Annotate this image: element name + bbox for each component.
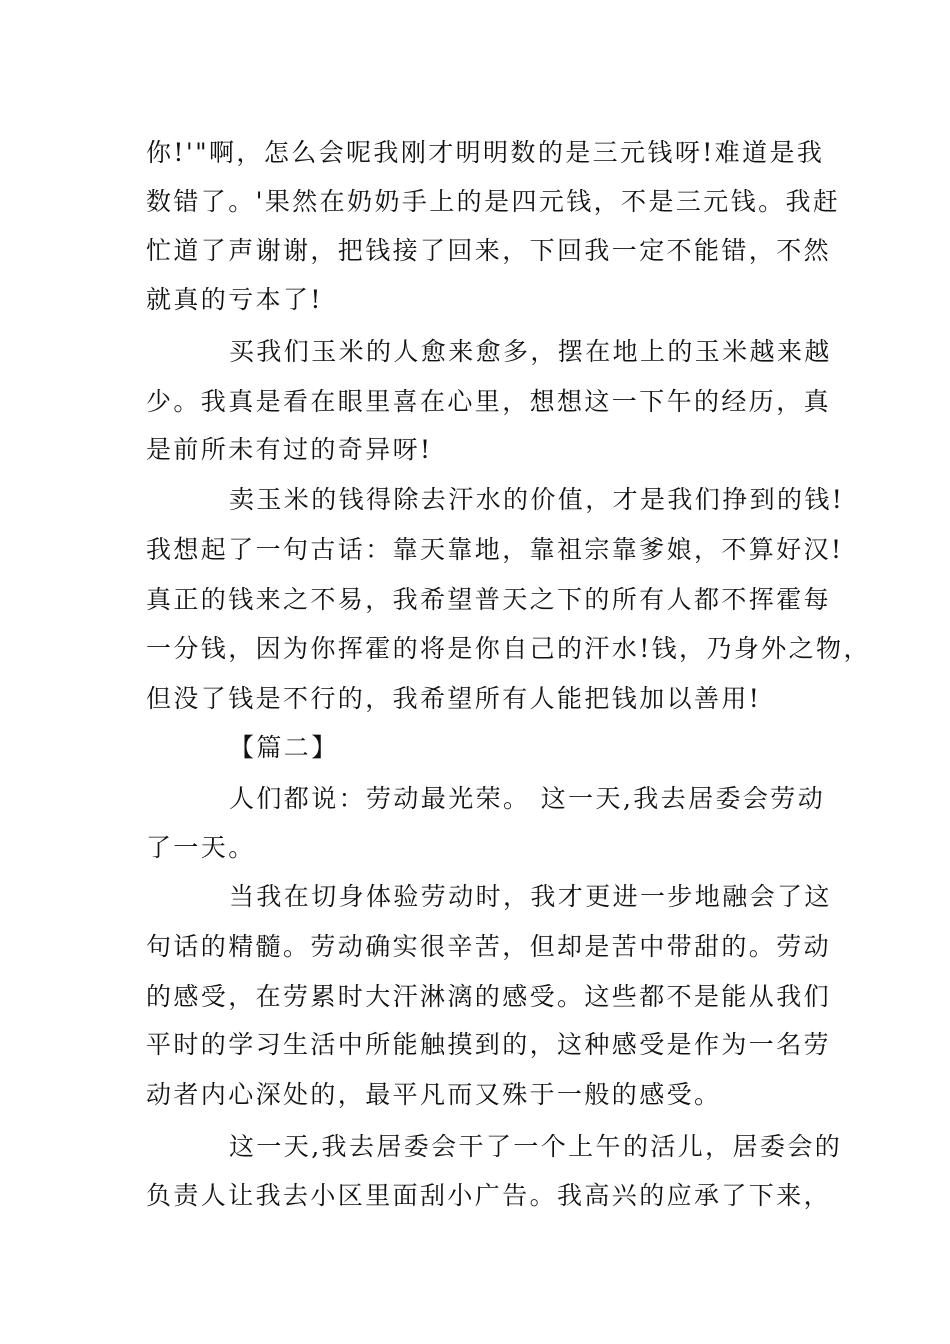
text-line: 平时的学习生活中所能触摸到的，这种感受是作为一名劳: [146, 1030, 832, 1059]
text-line: 了一天。: [146, 833, 256, 862]
text-line: 的感受，在劳累时大汗淋漓的感受。这些都不是能从我们: [146, 982, 832, 1011]
text-line: 句话的精髓。劳动确实很辛苦，但却是苦中带甜的。劳动: [146, 932, 832, 961]
text-line: 一分钱，因为你挥霍的将是你自己的汗水!钱，乃身外之物，: [146, 634, 871, 663]
text-line: 负责人让我去小区里面刮小广告。我高兴的应承了下来，: [146, 1181, 832, 1210]
section-heading: 【篇二】: [229, 733, 339, 762]
text-line: 忙道了声谢谢，把钱接了回来，下回我一定不能错，不然: [146, 236, 832, 265]
paragraph-first-line: 当我在切身体验劳动时，我才更进一步地融会了这: [229, 882, 832, 911]
text-line: 但没了钱是不行的，我希望所有人能把钱加以善用!: [146, 684, 762, 713]
text-line: 数错了。'果然在奶奶手上的是四元钱，不是三元钱。我赶: [146, 187, 841, 216]
text-line: 是前所未有过的奇异呀!: [146, 435, 433, 464]
paragraph-first-line: 卖玉米的钱得除去汗水的价值，才是我们挣到的钱!: [229, 485, 845, 514]
text-line: 我想起了一句古话：靠天靠地，靠祖宗靠爹娘，不算好汉!: [146, 535, 844, 564]
text-line: 动者内心深处的，最平凡而又殊于一般的感受。: [146, 1080, 722, 1109]
text-line: 你!'"啊，怎么会呢我刚才明明数的是三元钱呀!难道是我: [146, 138, 825, 167]
paragraph-first-line: 买我们玉米的人愈来愈多，摆在地上的玉米越来越: [229, 337, 832, 366]
text-line: 就真的亏本了!: [146, 285, 323, 314]
paragraph-first-line: 人们都说：劳动最光荣。 这一天,我去居委会劳动: [229, 784, 826, 813]
paragraph-first-line: 这一天,我去居委会干了一个上午的活儿，居委会的: [229, 1132, 843, 1161]
text-line: 真正的钱来之不易，我希望普天之下的所有人都不挥霍每: [146, 585, 832, 614]
text-line: 少。我真是看在眼里喜在心里，想想这一下午的经历，真: [146, 387, 832, 416]
